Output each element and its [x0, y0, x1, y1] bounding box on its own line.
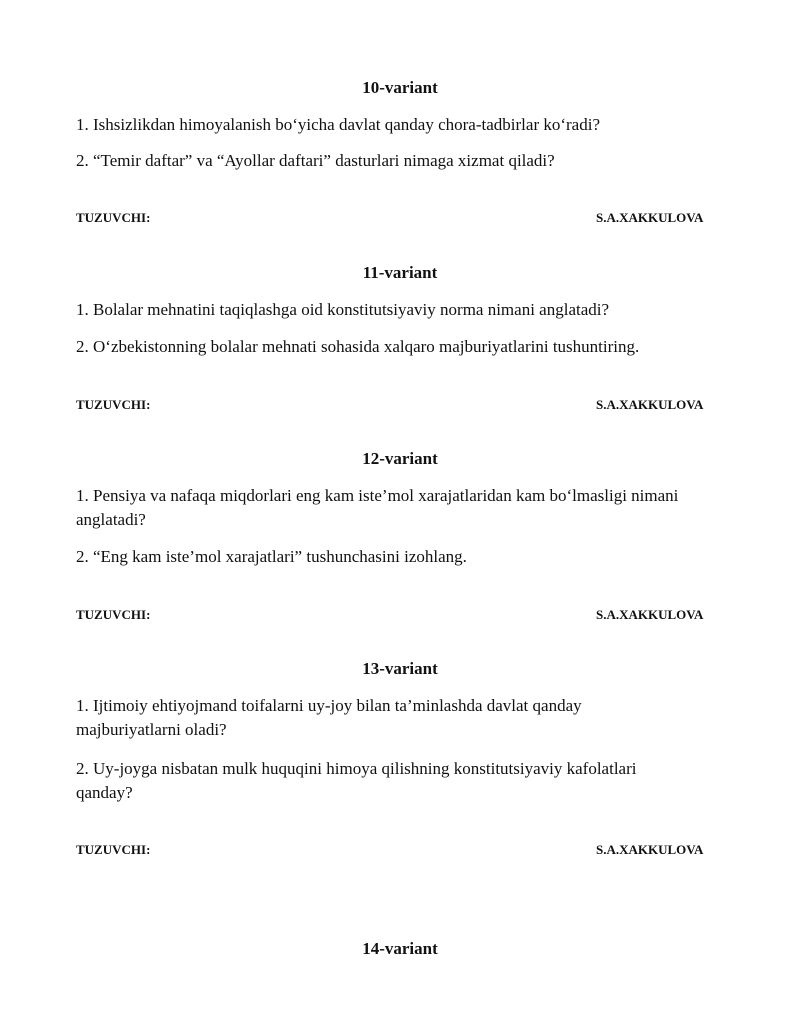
- compiler-name: S.A.XAKKULOVA: [596, 210, 704, 225]
- compiler-name: S.A.XAKKULOVA: [596, 607, 704, 622]
- question-2-line-2: qanday?: [76, 783, 133, 802]
- question-1: 1. Bolalar mehnatini taqiqlashga oid konstitutsiyaviy norma nimani anglatadi?: [76, 300, 610, 319]
- question-1-line-2: anglatadi?: [76, 510, 146, 529]
- question-1: 1. Ishsizlikdan himoyalanish bo‘yicha davlat qanday chora-tadbirlar ko‘radi?: [76, 115, 600, 134]
- variant-title: 13-variant: [362, 659, 438, 678]
- question-1-line-1: 1. Pensiya va nafaqa miqdorlari eng kam iste’mol xarajatlaridan kam bo‘lmasligi nimani: [76, 486, 679, 505]
- question-2: 2. O‘zbekistonning bolalar mehnati sohasida xalqaro majburiyatlarini tushuntiring.: [76, 337, 640, 356]
- question-2: 2. “Eng kam iste’mol xarajatlari” tushunchasini izohlang.: [76, 547, 467, 566]
- compiler-label: TUZUVCHI:: [76, 607, 151, 622]
- question-1-line-1: 1. Ijtimoiy ehtiyojmand toifalarni uy-joy bilan ta’minlashda davlat qanday: [76, 696, 582, 715]
- variant-title: 10-variant: [362, 78, 438, 97]
- compiler-name: S.A.XAKKULOVA: [596, 397, 704, 412]
- compiler-label: TUZUVCHI:: [76, 210, 151, 225]
- question-2-line-1: 2. Uy-joyga nisbatan mulk huquqini himoya qilishning konstitutsiyaviy kafolatlari: [76, 759, 637, 778]
- variant-title: 12-variant: [362, 449, 438, 468]
- question-1-line-2: majburiyatlarni oladi?: [76, 720, 227, 739]
- variant-title: 14-variant: [362, 939, 438, 958]
- compiler-label: TUZUVCHI:: [76, 397, 151, 412]
- compiler-label: TUZUVCHI:: [76, 842, 151, 857]
- compiler-name: S.A.XAKKULOVA: [596, 842, 704, 857]
- question-2: 2. “Temir daftar” va “Ayollar daftari” dasturlari nimaga xizmat qiladi?: [76, 151, 555, 170]
- variant-title: 11-variant: [362, 263, 438, 282]
